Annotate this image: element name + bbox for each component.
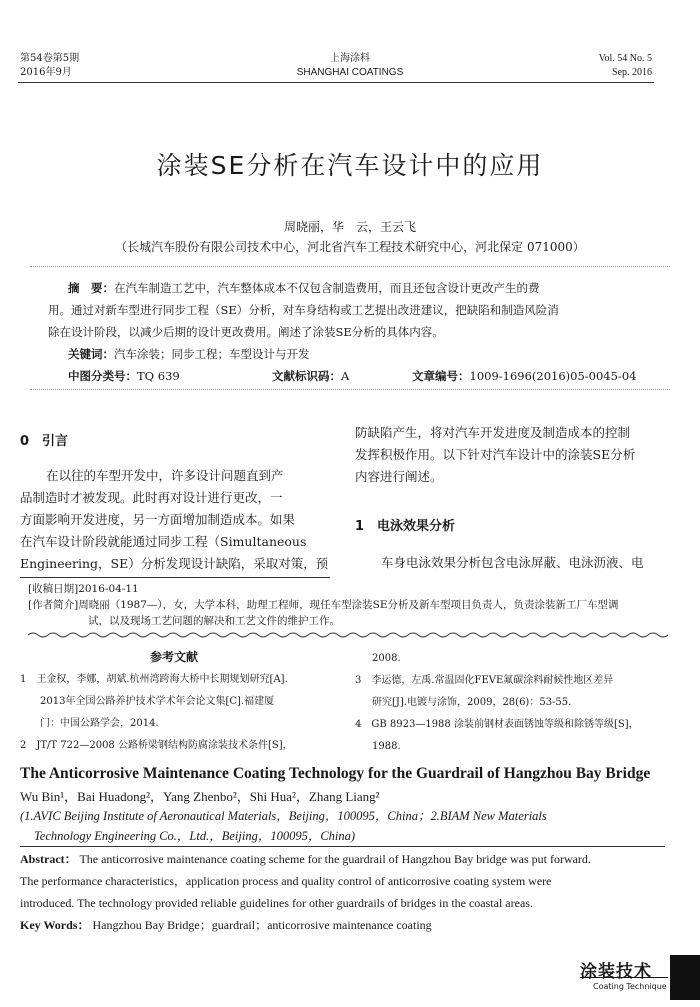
affiliation: （长城汽车股份有限公司技术中心，河北省汽车工程技术研究中心，河北保定 071000） — [115, 240, 585, 254]
logo-underline — [580, 977, 668, 978]
page-edge-tab — [670, 955, 700, 1000]
sec0-line5: Engineering，SE）分析发现设计缺陷，采取对策，预 — [20, 556, 329, 571]
sec0-line2: 品制造时才被发现。此时再对设计进行更改，一 — [20, 490, 283, 505]
ref4-line1: 4 GB 8923—1988 涂装前钢材表面锈蚀等级和除锈等级[S]， — [355, 719, 639, 730]
wavy-divider — [28, 631, 668, 639]
article-no-label: 文章编号： — [412, 369, 470, 383]
article-no-value: 1009-1696(2016)05-0045-04 — [469, 369, 637, 383]
english-keywords-text: Hangzhou Bay Bridge；guardrail；anticorrosive maintenance coating — [92, 918, 432, 932]
section-0-heading: 0 引言 — [20, 434, 69, 449]
page-title: 涂装SE分析在汽车设计中的应用 — [156, 151, 544, 180]
logo-subtitle: Coating Technique — [593, 982, 667, 991]
english-affiliation2: Technology Engineering Co.，Ltd.，Beijing，100095，China) — [34, 829, 356, 843]
sec0-line1: 在以往的车型开发中，许多设计问题直到产 — [46, 468, 284, 483]
footnote-bio1: [作者简介]周晓丽（1987—），女，大学本科，助理工程师，现任车型涂装SE分析及新车型项目负责人，负责涂装新工厂车型调 — [28, 599, 619, 611]
abstract-label: 摘 要： — [68, 281, 114, 295]
doc-code-label: 文献标识码： — [272, 369, 341, 383]
keywords-line — [68, 343, 310, 366]
english-affiliation1: (1.AVIC Beijing Institute of Aeronautical Materials，Beijing，100095，China；2.BIAM New Materials — [20, 809, 547, 823]
logo-mark: 涂装技术 — [580, 962, 652, 982]
clc-value: TQ 639 — [137, 369, 180, 383]
keywords-label: 关键词： — [68, 347, 114, 361]
ref3-line2: 研究[J].电镀与涂饰，2009，28(6)：53-55. — [372, 697, 572, 708]
clc-label: 中图分类号： — [68, 369, 137, 383]
english-keywords-line — [20, 914, 432, 936]
abstract-line3: 除在设计阶段，以减少后期的设计更改费用。阐述了涂装SE分析的具体内容。 — [48, 325, 444, 339]
ref1-line3: 门：中国公路学会，2014. — [40, 718, 159, 729]
english-rule — [20, 846, 665, 847]
ref1-line2: 2013年全国公路养护技术学术年会论文集[C].福建厦 — [40, 696, 275, 707]
ref4-line2: 1988. — [372, 741, 401, 752]
header-date: 2016年9月 — [20, 67, 72, 78]
header-rule — [18, 82, 654, 83]
abstract-text1: 在汽车制造工艺中，汽车整体成本不仅包含制造费用，而且还包含设计更改产生的费 — [114, 281, 540, 295]
clc-line — [68, 365, 180, 388]
ref2-line1: 2 JT/T 722—2008 公路桥梁钢结构防腐涂装技术条件[S]， — [20, 740, 293, 751]
ref2-line2: 2008. — [372, 653, 401, 664]
english-abstract-line2: The performance characteristics，application process and quality control of anticorrosive coating system were — [20, 874, 552, 888]
header-journal-cn: 上海涂料 — [330, 53, 370, 64]
header-date-en: Sep. 2016 — [612, 67, 652, 78]
references-heading: 参考文献 — [150, 650, 199, 664]
english-abstract-text1: The anticorrosive maintenance coating scheme for the guardrail of Hangzhou Bay bridge was put forward. — [79, 852, 591, 866]
header-volume: 第54卷第5期 — [20, 53, 80, 64]
keywords-text: 汽车涂装；同步工程；车型设计与开发 — [114, 347, 310, 361]
authors: 周晓丽，华 云，王云飞 — [283, 220, 416, 234]
abstract-line2: 用。通过对新车型进行同步工程（SE）分析，对车身结构或工艺提出改进建议，把缺陷和制造风险消 — [48, 303, 559, 317]
section-1-heading: 1 电泳效果分析 — [355, 519, 456, 534]
english-abstract-line1 — [20, 848, 591, 870]
header-vol-en: Vol. 54 No. 5 — [598, 53, 652, 64]
sec0-line4: 在汽车设计阶段就能通过同步工程（Simultaneous — [20, 534, 307, 549]
article-no-line — [412, 365, 636, 388]
abstract-line1 — [68, 277, 540, 300]
right-line4: 车身电泳效果分析包含电泳屏蔽、电泳沥液、电 — [381, 555, 644, 570]
footnote-rule — [20, 577, 330, 578]
english-title: The Anticorrosive Maintenance Coating Technology for the Guardrail of Hangzhou Bay Bridge — [20, 765, 651, 782]
ref1-line1: 1 王金权，李娜，胡斌.杭州湾跨海大桥中长期规划研究[A]. — [20, 674, 288, 685]
ref3-line1: 3 李运德，左禹.常温固化FEVE氟碳涂料耐候性地区差异 — [355, 675, 614, 686]
sec0-line3: 方面影响开发进度，另一方面增加制造成本。如果 — [20, 512, 296, 527]
right-line1: 防缺陷产生，将对汽车开发进度及制造成本的控制 — [355, 425, 631, 440]
doc-code-value: A — [341, 369, 350, 383]
doc-code-line — [272, 365, 349, 388]
english-keywords-label: Key Words： — [20, 918, 90, 932]
english-abstract-label: Abstract： — [20, 852, 77, 866]
footnote-received: [收稿日期]2016-04-11 — [28, 583, 139, 595]
header-journal-en: SHANGHAI COATINGS — [296, 67, 404, 78]
right-line3: 内容进行阐述。 — [355, 469, 443, 484]
english-abstract-line3: introduced. The technology provided reliable guidelines for other guardrails of bridges in the coastal areas. — [20, 896, 533, 910]
footnote-bio2: 试，以及现场工艺问题的解决和工艺文件的维护工作。 — [88, 615, 340, 627]
english-authors: Wu Bin¹，Bai Huadong²，Yang Zhenbo²，Shi Hua²，Zhang Liang² — [20, 789, 380, 804]
right-line2: 发挥积极作用。以下针对汽车设计中的涂装SE分析 — [355, 447, 636, 462]
